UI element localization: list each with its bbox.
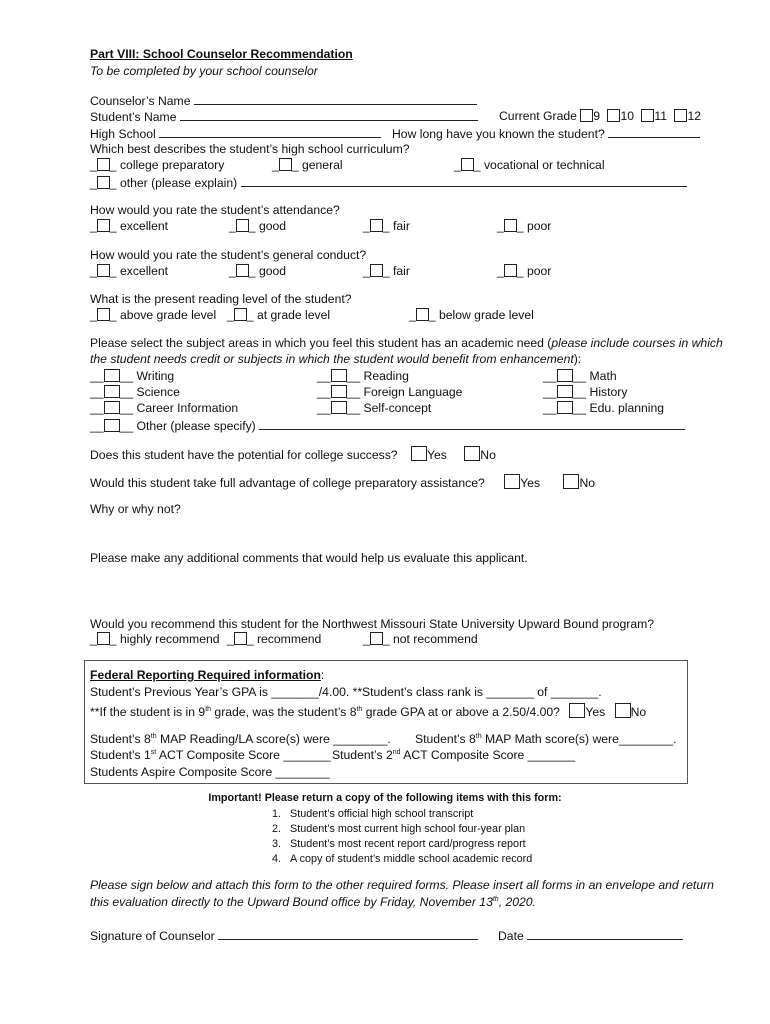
ninth-sup2: th [356, 705, 363, 713]
subject-history: __ __ History [543, 385, 628, 399]
edu-label: Edu. planning [589, 401, 665, 415]
subjects-intro-italic1: please include courses in which [551, 336, 723, 350]
form-title: Part VIII: School Counselor Recommendation [90, 47, 353, 61]
conduct-poor-label: poor [526, 264, 552, 278]
map-read-sup: th [150, 732, 157, 740]
form-subtitle: To be completed by your school counselor [90, 64, 318, 78]
closing-line2 [90, 895, 536, 910]
potential-question: Does this student have the potential for college success? [90, 448, 398, 462]
conduct-question: How would you rate the student’s general conduct? [90, 248, 367, 262]
general-label: general [301, 158, 343, 172]
recommend-question: Would you recommend this student for the Northwest Missouri State University Upward Bound program? [90, 617, 655, 631]
subject-science: __ __ Science [90, 385, 180, 399]
edu-checkbox[interactable] [557, 401, 573, 414]
reading-at: _ _ at grade level [227, 308, 331, 322]
item-number: 2. [272, 823, 282, 835]
attendance-poor: _ _ poor [497, 219, 552, 233]
subject-math: __ __ Math [543, 369, 617, 383]
subjects-intro-end: ): [573, 352, 582, 366]
conduct-fair-label: fair [392, 264, 410, 278]
closing-line2b: , 2020. [498, 895, 536, 909]
potential-row [90, 446, 496, 463]
attendance-excellent: _ _ excellent [90, 219, 169, 233]
current-grade-row [499, 109, 701, 124]
history-label: History [589, 385, 628, 399]
high-school-field[interactable] [159, 126, 381, 138]
curriculum-college-prep: _ _ college preparatory [90, 158, 225, 172]
ninth-b: grade, was the student’s 8 [211, 705, 357, 719]
conduct-poor: _ _ poor [497, 264, 552, 278]
item-text: A copy of student’s middle school academic record [290, 853, 533, 865]
recommend-highly: _ _ highly recommend [90, 632, 220, 646]
conduct-good: _ _ good [229, 264, 287, 278]
vocational-label: vocational or technical [483, 158, 605, 172]
item-text: Student’s most current high school four-year plan [290, 823, 526, 835]
subject-edu: __ __ Edu. planning [543, 401, 665, 415]
act2-sup: nd [392, 748, 401, 756]
subject-self: __ __ Self-concept [317, 401, 432, 415]
federal-ninth-row [90, 703, 646, 720]
current-grade-label: Current Grade [499, 109, 577, 123]
advantage-yes-label: Yes [520, 476, 541, 490]
reading-question: What is the present reading level of the student? [90, 292, 352, 306]
important-item-2 [272, 822, 525, 837]
advantage-yes-checkbox[interactable] [504, 474, 520, 489]
attendance-good-checkbox[interactable] [236, 219, 249, 232]
closing-line1: Please sign below and attach this form to the other required forms. Please insert all forms in an envelope and return [90, 878, 714, 892]
subject-reading-checkbox[interactable] [331, 369, 347, 382]
subjects-intro: Please select the subject areas in which you feel this student has an academic need ( [90, 336, 552, 350]
date-label: Date [498, 929, 524, 943]
ninth-sup1: th [205, 705, 212, 713]
potential-yes-checkbox[interactable] [411, 446, 427, 461]
subject-other-field[interactable] [259, 418, 685, 430]
attendance-poor-label: poor [526, 219, 552, 233]
reading-below-label: below grade level [438, 308, 534, 322]
date-field[interactable] [527, 928, 683, 940]
counselor-name-field[interactable] [194, 93, 477, 105]
counselor-name-row [90, 93, 477, 109]
aspire-row: Students Aspire Composite Score ________ [90, 765, 330, 779]
grade-10-label: 10 [620, 109, 635, 123]
conduct-good-label: good [258, 264, 287, 278]
item-text: Student’s official high school transcript [290, 808, 474, 820]
recommend-recommend: _ _ recommend [227, 632, 322, 646]
gpa-yes-label: Yes [585, 705, 606, 719]
item-number: 3. [272, 838, 282, 850]
signature-label: Signature of Counselor [90, 929, 215, 943]
reading-above-checkbox[interactable] [97, 308, 110, 321]
science-label: Science [136, 385, 180, 399]
writing-checkbox[interactable] [104, 369, 120, 382]
high-school-label: High School [90, 127, 156, 141]
conduct-excellent: _ _ excellent [90, 264, 169, 278]
attendance-excellent-checkbox[interactable] [97, 219, 110, 232]
act2-a: Student’s 2 [332, 748, 393, 762]
important-title: Important! Please return a copy of the following items with this form: [208, 792, 562, 804]
reading-above: _ _ above grade level [90, 308, 217, 322]
recommend-label: recommend [256, 632, 322, 646]
curriculum-other: _ _ other (please explain) [90, 175, 687, 191]
signature-field[interactable] [218, 928, 478, 940]
grade-9-checkbox[interactable] [580, 109, 593, 122]
curriculum-other-label: other (please explain) [119, 176, 238, 190]
reading-above-label: above grade level [119, 308, 217, 322]
federal-gpa: Student’s Previous Year’s GPA is _______/4.00. ** [90, 685, 363, 699]
attendance-poor-checkbox[interactable] [504, 219, 517, 232]
math-checkbox[interactable] [557, 369, 573, 382]
attendance-good: _ _ good [229, 219, 287, 233]
act1-row [90, 748, 331, 763]
act2-row [332, 748, 575, 763]
writing-label: Writing [136, 369, 175, 383]
curriculum-vocational: _ _ vocational or technical [454, 158, 605, 172]
subject-reading-label: Reading [363, 369, 409, 383]
attendance-fair-label: fair [392, 219, 410, 233]
self-checkbox[interactable] [331, 401, 347, 414]
highly-label: highly recommend [119, 632, 220, 646]
signature-row [90, 928, 478, 944]
reading-at-label: at grade level [256, 308, 331, 322]
potential-no-label: No [480, 448, 496, 462]
subject-writing: __ __ Writing [90, 369, 175, 383]
act1-b: ACT Composite Score _______ [156, 748, 331, 762]
not-recommend-label: not recommend [392, 632, 478, 646]
ninth-c: grade GPA at or above a 2.50/4.00? [362, 705, 560, 719]
conduct-poor-checkbox[interactable] [504, 264, 517, 277]
student-name-field[interactable] [180, 109, 478, 121]
advantage-no-label: No [579, 476, 596, 490]
history-checkbox[interactable] [557, 385, 573, 398]
grade-11-label: 11 [654, 109, 668, 123]
curriculum-question: Which best describes the student’s high school curriculum? [90, 142, 410, 156]
general-checkbox[interactable] [279, 158, 292, 171]
advantage-row [90, 474, 595, 491]
career-checkbox[interactable] [104, 401, 120, 414]
known-field[interactable] [608, 126, 700, 138]
map-read-a: Student’s 8 [90, 732, 151, 746]
closing-line2a: this evaluation directly to the Upward Bound office by Friday, November 13 [90, 895, 493, 909]
item-number: 4. [272, 853, 282, 865]
act1-a: Student’s 1 [90, 748, 151, 762]
subjects-intro-line2 [90, 352, 581, 367]
subject-career: __ __ Career Information [90, 401, 239, 415]
grade-11-checkbox[interactable] [641, 109, 654, 122]
federal-title-row [90, 668, 324, 683]
high-school-row [90, 126, 381, 142]
federal-rank: Student’s class rank is _______ of _______. [362, 685, 602, 699]
act1-sup: st [150, 748, 157, 756]
important-item-3 [272, 837, 526, 852]
subject-other-checkbox[interactable] [104, 419, 120, 432]
subject-foreign: __ __ Foreign Language [317, 385, 463, 399]
potential-yes-label: Yes [426, 448, 447, 462]
career-label: Career Information [136, 401, 239, 415]
subject-other-label: Other (please specify) [136, 419, 256, 433]
advantage-no-checkbox[interactable] [563, 474, 579, 489]
potential-no-checkbox[interactable] [464, 446, 480, 461]
self-label: Self-concept [363, 401, 432, 415]
student-name-label: Student’s Name [90, 110, 177, 124]
important-item-1 [272, 807, 473, 822]
item-text: Student’s most recent report card/progress report [290, 838, 526, 850]
item-number: 1. [272, 808, 282, 820]
student-name-row [90, 109, 478, 125]
reading-at-checkbox[interactable] [234, 308, 247, 321]
college-prep-label: college preparatory [119, 158, 225, 172]
gpa-yes-checkbox[interactable] [569, 703, 585, 718]
conduct-fair: _ _ fair [363, 264, 410, 278]
college-prep-checkbox[interactable] [97, 158, 110, 171]
map-math-b: MAP Math score(s) were________. [481, 732, 677, 746]
advantage-question: Would this student take full advantage of college preparatory assistance? [90, 476, 485, 490]
ninth-a: **If the student is in 9 [90, 705, 206, 719]
subject-other: __ __ Other (please specify) [90, 418, 685, 434]
subjects-intro-line1 [90, 336, 723, 351]
gpa-no-label: No [630, 705, 647, 719]
known-label: How long have you known the student? [392, 127, 605, 141]
map-math-a: Student’s 8 [415, 732, 476, 746]
attendance-question: How would you rate the student’s attendance? [90, 203, 340, 217]
comments-question: Please make any additional comments that would help us evaluate this applicant. [90, 551, 528, 565]
grade-12-checkbox[interactable] [674, 109, 687, 122]
foreign-label: Foreign Language [363, 385, 463, 399]
map-math-sup: th [475, 732, 482, 740]
conduct-excellent-label: excellent [119, 264, 169, 278]
important-item-4 [272, 852, 532, 867]
act2-b: ACT Composite Score _______ [400, 748, 576, 762]
attendance-fair-checkbox[interactable] [370, 219, 383, 232]
subject-reading: __ __ Reading [317, 369, 409, 383]
map-math-row [415, 732, 676, 747]
curriculum-general: _ _ general [272, 158, 343, 172]
subjects-intro-italic2: the student needs credit or subjects in which the student would benefit from enhancement [90, 352, 574, 366]
curriculum-other-checkbox[interactable] [97, 176, 110, 189]
conduct-excellent-checkbox[interactable] [97, 264, 110, 277]
known-row [392, 126, 700, 142]
closing-sup: th [492, 895, 499, 903]
attendance-excellent-label: excellent [119, 219, 169, 233]
grade-10-checkbox[interactable] [607, 109, 620, 122]
federal-title: Federal Reporting Required information [90, 668, 321, 682]
conduct-good-checkbox[interactable] [236, 264, 249, 277]
date-row [498, 928, 683, 944]
counselor-name-label: Counselor’s Name [90, 94, 191, 108]
vocational-checkbox[interactable] [461, 158, 474, 171]
grade-9-label: 9 [593, 109, 601, 123]
recommend-checkbox[interactable] [234, 632, 247, 645]
federal-colon: : [320, 668, 325, 682]
not-recommend-checkbox[interactable] [370, 632, 383, 645]
conduct-fair-checkbox[interactable] [370, 264, 383, 277]
reading-below: _ _ below grade level [409, 308, 534, 322]
recommend-not: _ _ not recommend [363, 632, 478, 646]
gpa-no-checkbox[interactable] [615, 703, 631, 718]
foreign-checkbox[interactable] [331, 385, 347, 398]
math-label: Math [589, 369, 617, 383]
why-question: Why or why not? [90, 502, 181, 516]
highly-checkbox[interactable] [97, 632, 110, 645]
grade-12-label: 12 [687, 109, 702, 123]
attendance-fair: _ _ fair [363, 219, 410, 233]
map-reading-row [90, 732, 391, 747]
science-checkbox[interactable] [104, 385, 120, 398]
attendance-good-label: good [258, 219, 287, 233]
reading-below-checkbox[interactable] [416, 308, 429, 321]
map-read-b: MAP Reading/LA score(s) were ________. [156, 732, 391, 746]
curriculum-other-field[interactable] [241, 175, 687, 187]
